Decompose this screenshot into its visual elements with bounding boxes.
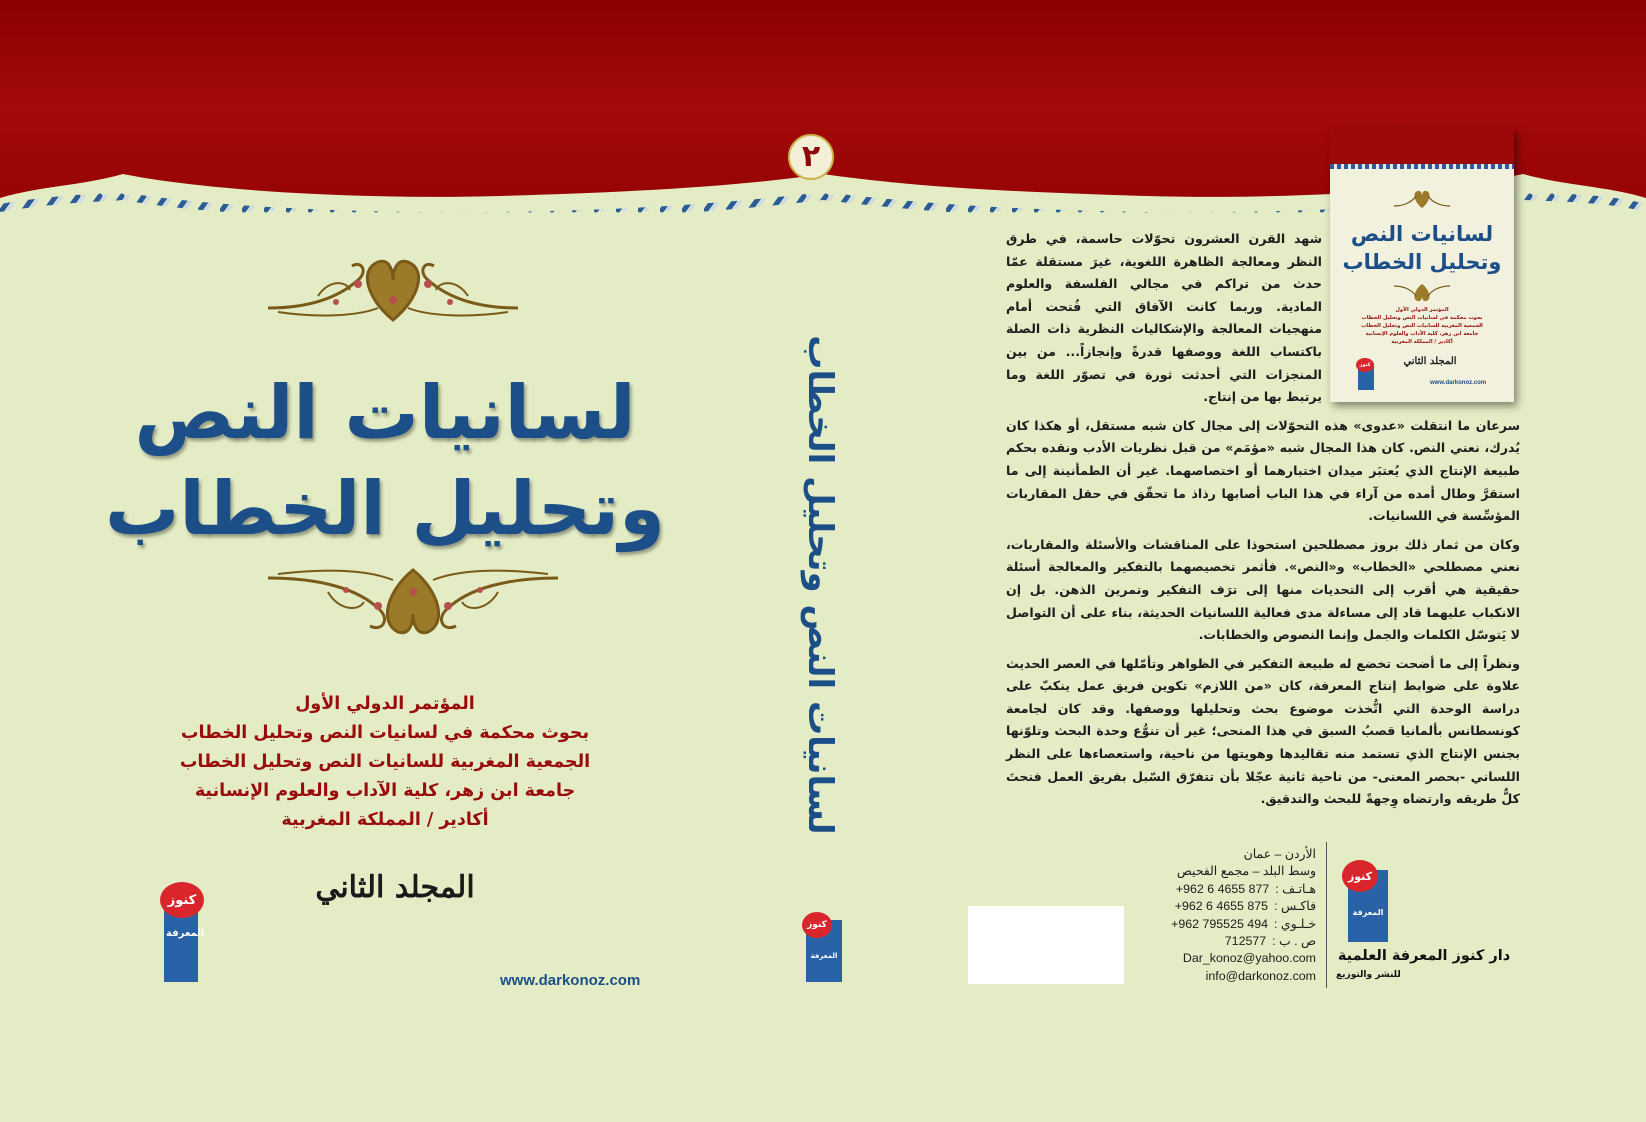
top-ornament-icon	[258, 250, 528, 330]
mini-cover-rope	[1330, 164, 1514, 169]
logo-word: المعرفة	[166, 928, 205, 939]
blurb-paragraph: ونظراً إلى ما أضحت تخضع له طبيعة التفكير في الظواهر وتأمّلها في العصر الحديث علاوة على ضوابط إنتاج المعرفة، كان «من اللازم» تكوين فريق عمل ينكبّ على دراسة الوحدة التي اتُّخذت موضوع بحث وتحليلها ووصفها. وقد كان لجامعة كونسطانس بألمانيا قصبُ السبق في هذا المنحى؛ غير أن تنوُّع وحدة البحث وتلوّنها بجنس الإنتاج الذي تستمد منه تقاليدها وهويتها من ناحية، واستعصاءها على النظر اللساني -بحصر المعنى- من ناحية ثانية عجّلا بأن تتفرّق السّبل بفريق العمل فنحتَ كلٌّ طريقه وارتضاه وِجهةً للبحث والتدقيق.	[1006, 655, 1520, 807]
volume-number-badge: ٢	[788, 134, 834, 180]
contact-pobox-label: ص . ب :	[1272, 934, 1316, 949]
front-conference-info	[140, 690, 630, 835]
logo-red-circle: كنوز	[1342, 860, 1378, 892]
contact-divider	[1326, 842, 1327, 988]
contact-country: الأردن – عمان	[1243, 847, 1316, 861]
publisher-contact	[1150, 846, 1316, 985]
publisher-logo-back	[1344, 856, 1392, 942]
contact-fax-row	[1150, 898, 1316, 915]
barcode-placeholder	[968, 906, 1124, 984]
contact-email: Dar_konoz@yahoo.com	[1182, 951, 1316, 966]
contact-mobile-label: خـلـوي :	[1273, 916, 1316, 931]
contact-email: info@darkonoz.com	[1205, 968, 1316, 983]
front-line: بحوث محكمة في لسانيات النص وتحليل الخطاب	[180, 723, 590, 743]
front-volume-label: المجلد الثاني	[315, 870, 475, 905]
logo-red-circle: كنوز	[802, 912, 832, 938]
blurb-paragraph: وكان من ثمار ذلك بروز مصطلحين استحوذا على المناقشات والأسئلة والمقاربات، نعني مصطلحي «الخطاب» و«النص». فأثمر تخصيصهما بالتفكير والمعالجة أسئلة حقيقية هي أقرب إلى التحديات منها إلى ترَف التفكير وتمرين الذهن. بل إن الانكباب عليهما قاد إلى مساءلة مدى فعالية اللسانيات الحديثة، بناء على أن التواصل لا يَتوسّل الكلمات والجمل وإنما النصوص والخطابات.	[1006, 536, 1520, 643]
mini-line: المؤتمر الدولي الأول	[1395, 307, 1449, 313]
mini-line: بحوث محكمة في لسانيات النص وتحليل الخطاب	[1361, 315, 1483, 321]
publisher-logo-spine	[802, 906, 846, 984]
contact-mobile-row	[1150, 916, 1316, 933]
mini-cover-band	[1330, 128, 1514, 166]
publisher-logo-front	[164, 872, 205, 982]
spine-title: لسانيات النص وتحليل الخطاب	[800, 335, 840, 835]
front-title	[90, 365, 680, 557]
mini-volume-label: المجلد الثاني	[1403, 356, 1457, 367]
front-title-line1: لسانيات النص	[134, 370, 636, 456]
mini-line: جامعة ابن زهر، كلية الآداب والعلوم الإنسانية	[1365, 331, 1479, 337]
front-line: الجمعية المغربية للسانيات النص وتحليل الخطاب	[179, 752, 591, 772]
logo-word: المعرفة	[810, 952, 838, 960]
publisher-name: دار كنوز المعرفة العلمية	[1337, 948, 1511, 964]
front-line: أكادير / المملكة المغربية	[281, 810, 489, 830]
contact-fax: +962 6 4655 875	[1174, 899, 1269, 914]
publisher-subtitle: للنشر والتوزيع	[1336, 970, 1401, 980]
contact-address: وسط البلد – مجمع الفحيص	[1176, 864, 1316, 879]
front-title-line2: وتحليل الخطاب	[104, 466, 666, 552]
front-line: جامعة ابن زهر، كلية الآداب والعلوم الإنسانية	[194, 781, 576, 801]
blurb-paragraph: شهد القرن العشرون تحوّلات حاسمة، في طرق النظر ومعالجة الظاهرة اللغوية، غيرَ مستقلة عمّا حدث من تراكم في مجالي الفلسفة والعلوم المادية. وربما كانت الآفاق التي فُتحت أمام منهجيات المعالجة والإشكاليات النظرية ذات الصلة باكتساب اللغة ووصفها قدرةً وإنجازاً... من بين المنجزات التي أحدثت ثورة في تصوّر اللغة وما يرتبط بها من إنتاج.	[1006, 231, 1322, 405]
logo-word: المعرفة	[1352, 908, 1384, 917]
contact-pobox: 712577	[1224, 934, 1267, 949]
mini-title-line2: وتحليل الخطاب	[1342, 250, 1502, 274]
mini-website-url: www.darkonoz.com	[1430, 380, 1487, 386]
spine-title-block	[790, 335, 850, 835]
mini-ornament-icon	[1392, 188, 1452, 212]
contact-phone: +962 6 4655 877	[1175, 881, 1270, 896]
logo-red-circle: كنوز	[1356, 358, 1374, 372]
blurb-paragraph: سرعان ما انتقلت «عدوى» هذه التحوّلات إلى مجال كان شبه مستقل، أو هكذا كان يُدرك، نعني النص. كان هذا المجال شبه «مؤمَم» من قبل نظريات الأدب ونقده بحكم طبيعة الإنتاج الذي يُعتبَر ميدان اختبارهما أو اختصاصهما. غير أن الطمأنينة إلى ما استقرَّ وطال أمده من آراء في هذا الباب أصابها رذاذ ما تحقّق في حقل المقاربات المؤسِّسة في اللسانيات.	[1006, 417, 1520, 524]
contact-mobile: +962 795525 494	[1171, 916, 1268, 931]
front-line: المؤتمر الدولي الأول	[295, 694, 475, 714]
front-website-url: www.darkonoz.com	[500, 972, 641, 989]
contact-pobox-row	[1150, 933, 1316, 950]
mini-line: الجمعية المغربية للسانيات النص وتحليل الخطاب	[1361, 323, 1483, 329]
contact-phone-label: هـاتـف :	[1275, 881, 1316, 896]
bottom-ornament-icon	[258, 556, 568, 646]
mini-title-line1: لسانيات النص	[1350, 222, 1494, 246]
logo-red-circle: كنوز	[160, 882, 204, 918]
contact-fax-label: فاكـس :	[1274, 899, 1316, 914]
back-blurb	[1006, 228, 1520, 817]
contact-phone-row	[1150, 881, 1316, 898]
mini-line: أكادير / المملكة المغربية	[1391, 339, 1453, 345]
